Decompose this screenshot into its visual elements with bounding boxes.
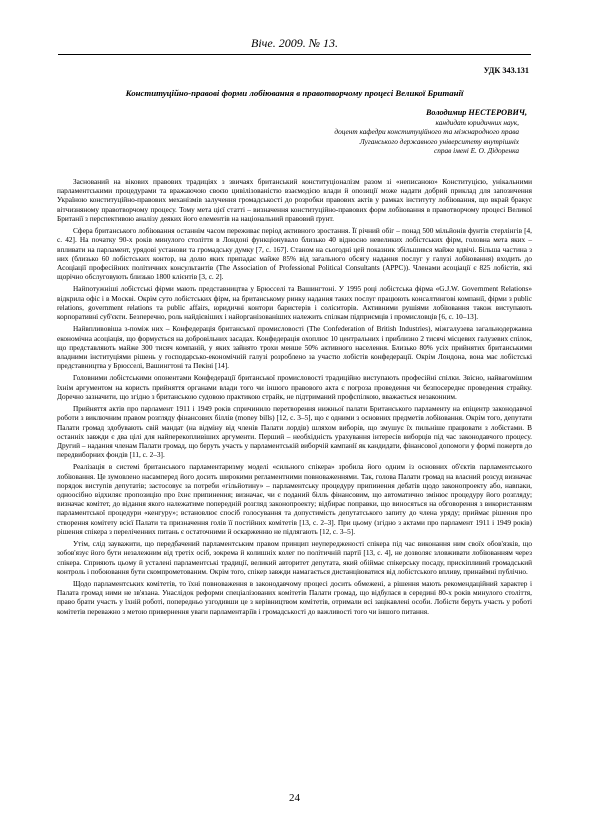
body-paragraph: Реалізація в системі британського парламентаризму моделі «сильного спікера» зробила його одним із основних об'єктів парламентського лобіювання. Це зумовлено насамперед його досить широкими регламентними повноваженнями. Так, голова Палати громад на власний розсуд визначає порядок виступів депутатів; застосовує за потреби «гільйотину» – парламентську процедуру припинення дебатів щодо законопроекту або, навпаки, одноосібно відхиляє пропозицію про їхнє припинення; визначає, чи є поданий білль фінансовим, що автоматично змінює процедуру його розгляду; визначає комітет, до відання якого належатиме попередній розгляд законопроекту; відбирає поправки, що виносяться на обговорення з використанням парламентської процедури «кенгуру»; встановлює спосіб голосування та допустимість депутатського запиту до члена уряду; приймає рішення про створення комітету всієї Палати та призначення голів її постійних комітетів [13, с. 2–3]. При цьому (згідно з актами про парламент 1911 і 1949 років) рішення спікера з переліченних питань є остаточними й оскарженню не підлягають [12, с. 3–5]. <box>57 462 532 536</box>
running-head: Віче. 2009. № 13. <box>250 36 339 50</box>
author-name: Володимир НЕСТЕРОВИЧ, <box>425 108 527 117</box>
author-affiliation-line: справ імені Е. О. Дідоренка <box>434 146 519 155</box>
page-number: 24 <box>289 792 300 804</box>
author-block <box>297 108 527 156</box>
author-affiliation-line: Луганського державного університету внутрішніх <box>359 136 519 146</box>
body-paragraph: Щодо парламентських комітетів, то їхні повноваження в законодавчому процесі досить обмежені, а рішення мають рекомендаційний характер і Палата громад ними не зв'язана. Унаслідок реформи спеціалізованих комітетів Палати громад, що відбулася в середині 80-х років минулого століття, право брати участь у їхній роботі, попередньо узгодивши це з керівництвом комітетів, отримали всі зацікавлені особи. Лобісти беруть участь у роботі комітетів переважно з метою привернення уваги парламентаріїв і громадськості до важливості того чи іншого питання. <box>57 579 532 616</box>
author-affiliation-line: кандидат юридичних наук, <box>435 117 519 127</box>
header-divider <box>58 54 531 55</box>
author-affiliation-line: доцент кафедри конституційного та міжнародного права <box>334 127 519 136</box>
article-body <box>57 177 532 619</box>
body-paragraph: Утім, слід зауважити, що передбачений парламентським правом принцип неупередженості спікера під час виконання ним своїх обов'язків, що зобов'язує його бути незалежним від третіх осіб, зокрема й колишніх колег по політичній партії [13, с. 4], не дозволяє зловживати лобіюванням через спікера. Сприяють цьому й усталені парламентські традиції, великий авторитет депутата, який обіймає спікерську посаду, прискіпливий громадський контроль і побоювання бути скомпрометованим. Окрім того, спікер завжди намагається дистанціюватися від лобістського впливу, принаймні публічно. <box>57 539 532 576</box>
body-paragraph: Сфера британського лобіювання останнім часом переживає період активного зростання. Її річний обіг – понад 500 мільйонів фунтів стерлінгів [4, с. 42]. На початку 90-х років минулого століття в Лондоні функціонувало близько 40 відносно невеликих лобістських фірм, головна мета яких – впливати на парламент, урядові установи та громадську думку [7, с. 167]. Станом на сьогодні цей показник збільшився майже вдвічі. Більша частина з них (близько 60 лобістських контор, на долю яких припадає майже 85% від загального обсягу надання послуг у галузі лобіювання) входить до Асоціації професійних політичних консультантів (The Association of Professional Political Consultants (APPC)). Членами асоціації є 825 лобістів, які щорічно обслуговують близько 1800 клієнтів [3, с. 2]. <box>57 226 532 282</box>
body-paragraph: Головними лобістськими опонентами Конфедерації британської промисловості традиційно виступають професійні спілки. Звісно, найвагомішим їхнім аргументом на користь прийняття органами влади того чи іншого правового акта є погроза проведення чи безпосереднє проведення страйку. Доречно зазначити, що згідно з британською судовою практикою страйк, не підтриманий профспілкою, вважається незаконним. <box>57 373 532 401</box>
body-paragraph: Найпотужніші лобістські фірми мають представництва у Брюсселі та Вашингтоні. У 1995 році лобістська фірма «G.J.W. Government Relations» відкрила офіс і в Москві. Окрім суто лобістських фірм, на британському ринку надання таких послуг працюють консалтингові компанії, фірми з public relations, government relations та public affairs, юридичні контори баристерів і соліситорів. Активними рушіями лобіювання також виступають корпоративні суб'єкти. Безперечно, роль найдієвіших і найорганізованіших належить спілкам підприємців і промисловців [6, с. 10–13]. <box>57 284 532 322</box>
article-title: Конституційно-правові форми лобіювання в правотворчому процесі Великої Британії <box>125 88 464 98</box>
body-paragraph: Прийняття актів про парламент 1911 і 1949 років спричинило перетворення нижньої палати Британського парламенту на епіцентр законодавчої роботи з виключним правом розгляду фінансових біллів (money bills) [12, с. 3–5], що є одними з основних предметів лобіювання. Окрім того, депутати Палати громад здобувають свій мандат (на відміну від членів Палати лордів) шляхом виборів, що змушує їх пильніше працювати з лобістами. В останніх завжди є два цілі для найперекопливіших аргументи. Перший – необхідність урахування інтересів виборців під час законодавчого процесу. Другий – надання членам Палати громад, що беруть участь у парламентській виборчій кампанії як кандидати, фінансової допомоги у формі пожертв до передвиборних фондів [11, с. 2–3]. <box>57 404 532 460</box>
udk-code: УДК 343.131 <box>483 66 529 75</box>
body-paragraph: Заснований на вікових правових традиціях з звичаях британський конституціоналізм разом зі «неписаною» Конституцією, унікальними парламентськими процедурами та вражаючою своєю цивілізованістю взаємодією влади й опозиції може надати добрий приклад для запозичення Україною конституційно-правових механізмів залучення громадськості до розробки правових актів у рамках інституту лобіювання, що вкрай бракує вітчизняному правотворчому процесу. Тому мета цієї статті – визначення конституційно-правових форм лобіювання в правотворчому процесі Великої Британії з перспективою аналізу деяких його елементів на національний правовий ґрунт. <box>57 177 532 223</box>
body-paragraph: Найвпливовіша з-поміж них – Конфедерація британської промисловості (The Confederation of British Industries), міжгалузева загальнодержавна економічна асоціація, що формується на добровільних засадах. Конфедерація охоплює 10 центральних і приблизно 2 тисячі місцевих галузевих спілок, що представляють майже 300 тисяч компаній, у яких зайнято трохи менше 50% активного населення. Близько 80% усіх прийнятих британськими владними інституціями рішень у господарсько-економічній галузі розроблено за участю лобістів конфедерації. Окрім Лондона, вона має лобістські представництва у Брюсселі, Вашингтоні та Пекіні [14]. <box>57 324 532 371</box>
